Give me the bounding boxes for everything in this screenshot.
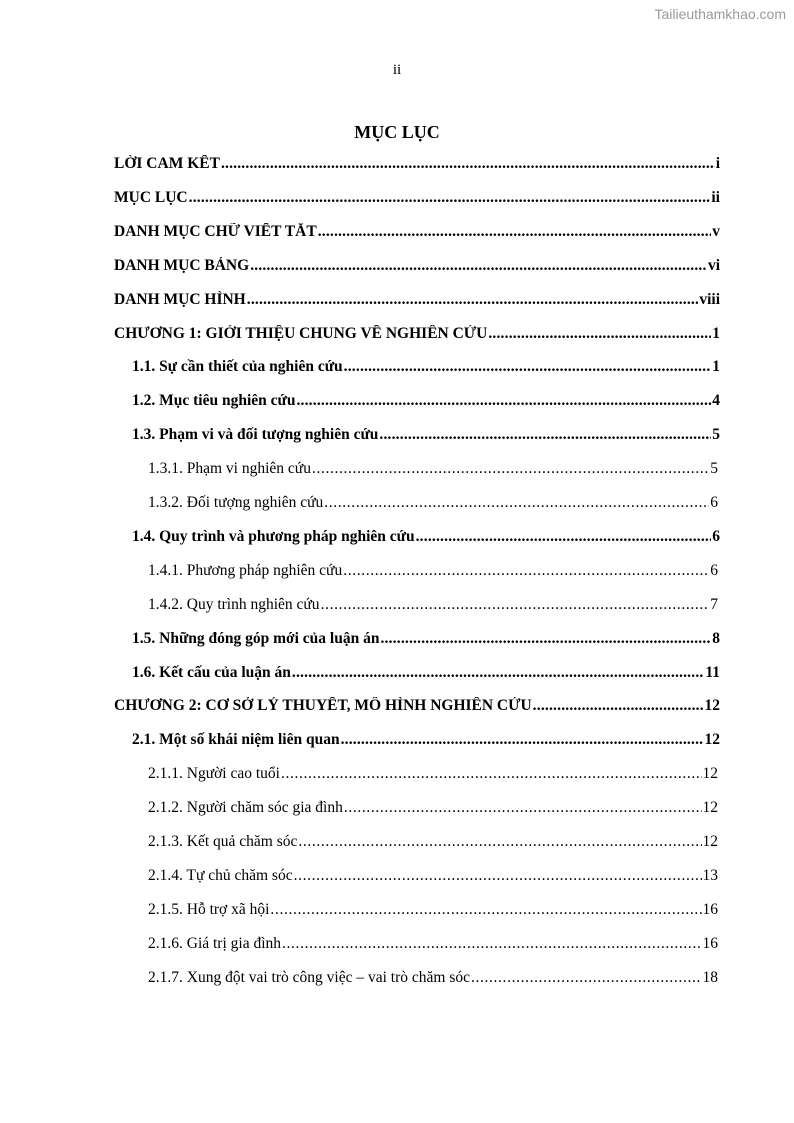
toc-dot-leader bbox=[344, 799, 702, 817]
toc-entry[interactable] bbox=[148, 833, 718, 855]
toc-entry-title: 2.1. Một số khái niệm liên quan bbox=[132, 731, 340, 749]
toc-entry-title: LỜI CAM KẾT bbox=[114, 155, 220, 172]
toc-entry-page: 1 bbox=[712, 324, 720, 342]
page-number: ii bbox=[392, 62, 402, 78]
toc-entry-page: 12 bbox=[702, 765, 718, 783]
toc-dot-leader bbox=[296, 392, 711, 410]
toc-dot-leader bbox=[380, 630, 711, 648]
toc-dot-leader bbox=[292, 664, 704, 682]
toc-entry[interactable] bbox=[114, 291, 720, 313]
toc-entry-page: 6 bbox=[712, 527, 720, 545]
toc-entry-page: 6 bbox=[710, 561, 718, 579]
toc-dot-leader bbox=[270, 901, 701, 919]
toc-entry-page: 4 bbox=[712, 392, 720, 410]
toc-entry[interactable] bbox=[132, 664, 720, 686]
toc-entry-page: 11 bbox=[705, 663, 720, 681]
toc-entry[interactable] bbox=[114, 223, 720, 245]
toc-dot-leader bbox=[343, 562, 709, 580]
toc-dot-leader bbox=[282, 935, 701, 953]
toc-entry[interactable] bbox=[114, 257, 720, 279]
toc-entry-title: 1.3.1. Phạm vi nghiên cứu bbox=[148, 460, 311, 478]
toc-entry-page: i bbox=[715, 155, 720, 172]
toc-entry[interactable] bbox=[148, 935, 718, 957]
toc-entry-page: 12 bbox=[704, 697, 720, 715]
toc-entry-page: 5 bbox=[712, 426, 720, 444]
toc-dot-leader bbox=[189, 189, 711, 207]
toc-dot-leader bbox=[471, 969, 702, 987]
toc-entry-page: 16 bbox=[702, 934, 718, 952]
toc-entry-title: 2.1.4. Tự chủ chăm sóc bbox=[148, 866, 293, 884]
toc-entry[interactable] bbox=[132, 630, 720, 652]
toc-entry[interactable] bbox=[148, 765, 718, 787]
toc-entry[interactable] bbox=[132, 731, 720, 753]
toc-dot-leader bbox=[321, 596, 710, 614]
toc-entry-title: CHƯƠNG 1: GIỚI THIỆU CHUNG VỀ NGHIÊN CỨU bbox=[114, 324, 488, 342]
toc-entry[interactable] bbox=[148, 969, 718, 991]
toc-entry-title: 2.1.3. Kết quả chăm sóc bbox=[148, 833, 298, 850]
toc-dot-leader bbox=[298, 833, 701, 851]
toc-entry-title: 1.4.1. Phương pháp nghiên cứu bbox=[148, 561, 343, 579]
toc-entry-page: viii bbox=[699, 290, 720, 308]
toc-entry-page: 12 bbox=[702, 833, 718, 850]
toc-entry-page: 12 bbox=[704, 731, 720, 749]
toc-entry[interactable] bbox=[114, 325, 720, 347]
toc-entry-title: 1.3. Phạm vi và đối tượng nghiên cứu bbox=[132, 426, 379, 444]
toc-entry[interactable] bbox=[148, 562, 718, 584]
toc-dot-leader bbox=[318, 223, 712, 241]
toc-entry-title: 1.2. Mục tiêu nghiên cứu bbox=[132, 392, 296, 410]
toc-entry-title: 1.4.2. Quy trình nghiên cứu bbox=[148, 595, 320, 613]
toc-entry-title: 2.1.6. Giá trị gia đình bbox=[148, 934, 282, 952]
toc-entry-title: DANH MỤC HÌNH bbox=[114, 290, 246, 308]
toc-dot-leader bbox=[341, 731, 704, 749]
toc-entry-title: 1.1. Sự cần thiết của nghiên cứu bbox=[132, 358, 343, 376]
toc-entry-page: 12 bbox=[702, 799, 718, 817]
toc-dot-leader bbox=[533, 697, 704, 715]
toc-dot-leader bbox=[344, 358, 712, 376]
toc-entry-title: 2.1.2. Người chăm sóc gia đình bbox=[148, 799, 343, 817]
toc-entry[interactable] bbox=[114, 189, 720, 211]
toc-dot-leader bbox=[250, 257, 707, 275]
toc-entry[interactable] bbox=[114, 155, 720, 177]
toc-dot-leader bbox=[379, 426, 711, 444]
toc-entry[interactable] bbox=[114, 697, 720, 719]
toc-entry[interactable] bbox=[148, 460, 718, 482]
toc-entry-title: 1.5. Những đóng góp mới của luận án bbox=[132, 629, 380, 647]
toc-dot-leader bbox=[294, 867, 702, 885]
toc-entry-page: 6 bbox=[710, 494, 718, 511]
toc-entry[interactable] bbox=[148, 799, 718, 821]
toc-entry-title: MỤC LỤC bbox=[114, 188, 188, 206]
toc-dot-leader bbox=[247, 291, 699, 309]
toc-entry[interactable] bbox=[148, 596, 718, 618]
toc-entry-page: ii bbox=[711, 188, 720, 206]
toc-dot-leader bbox=[221, 155, 715, 173]
toc-dot-leader bbox=[324, 494, 709, 512]
toc-title: MỤC LỤC bbox=[354, 122, 440, 142]
toc-entry[interactable] bbox=[132, 426, 720, 448]
toc-entry[interactable] bbox=[148, 867, 718, 889]
toc-entry-title: 1.4. Quy trình và phương pháp nghiên cứu bbox=[132, 527, 415, 545]
toc-entry-title: 1.3.2. Đối tượng nghiên cứu bbox=[148, 494, 324, 511]
toc-dot-leader bbox=[488, 325, 711, 343]
toc-dot-leader bbox=[416, 528, 712, 546]
toc-entry-title: 2.1.5. Hỗ trợ xã hội bbox=[148, 900, 270, 918]
toc-entry-title: DANH MỤC BẢNG bbox=[114, 256, 250, 274]
toc-entry[interactable] bbox=[148, 901, 718, 923]
toc-dot-leader bbox=[281, 765, 702, 783]
toc-dot-leader bbox=[312, 460, 709, 478]
toc-entry-title: 2.1.7. Xung đột vai trò công việc – vai trò chăm sóc bbox=[148, 968, 470, 986]
toc-entry[interactable] bbox=[132, 392, 720, 414]
toc-entry[interactable] bbox=[132, 528, 720, 550]
toc-entry-page: 5 bbox=[710, 460, 718, 478]
toc-entry-page: 1 bbox=[712, 358, 720, 376]
toc-entry-page: v bbox=[712, 222, 720, 240]
toc-entry-title: CHƯƠNG 2: CƠ SỞ LÝ THUYẾT, MÔ HÌNH NGHIÊN CỨU bbox=[114, 697, 532, 715]
toc-entry-title: 1.6. Kết cấu của luận án bbox=[132, 663, 291, 681]
toc-entry-page: 13 bbox=[702, 866, 718, 884]
toc-entry-page: 8 bbox=[712, 629, 720, 647]
toc-entry-page: 18 bbox=[702, 968, 718, 986]
toc-entry-page: 7 bbox=[710, 595, 718, 613]
toc-entry[interactable] bbox=[148, 494, 718, 516]
watermark: Tailieuthamkhao.com bbox=[654, 6, 786, 22]
toc-entry-title: DANH MỤC CHỮ VIẾT TẮT bbox=[114, 222, 317, 240]
toc-entry-title: 2.1.1. Người cao tuổi bbox=[148, 765, 280, 783]
toc-entry-page: vi bbox=[707, 256, 720, 274]
toc-entry-page: 16 bbox=[702, 900, 718, 918]
toc-entry[interactable] bbox=[132, 358, 720, 380]
